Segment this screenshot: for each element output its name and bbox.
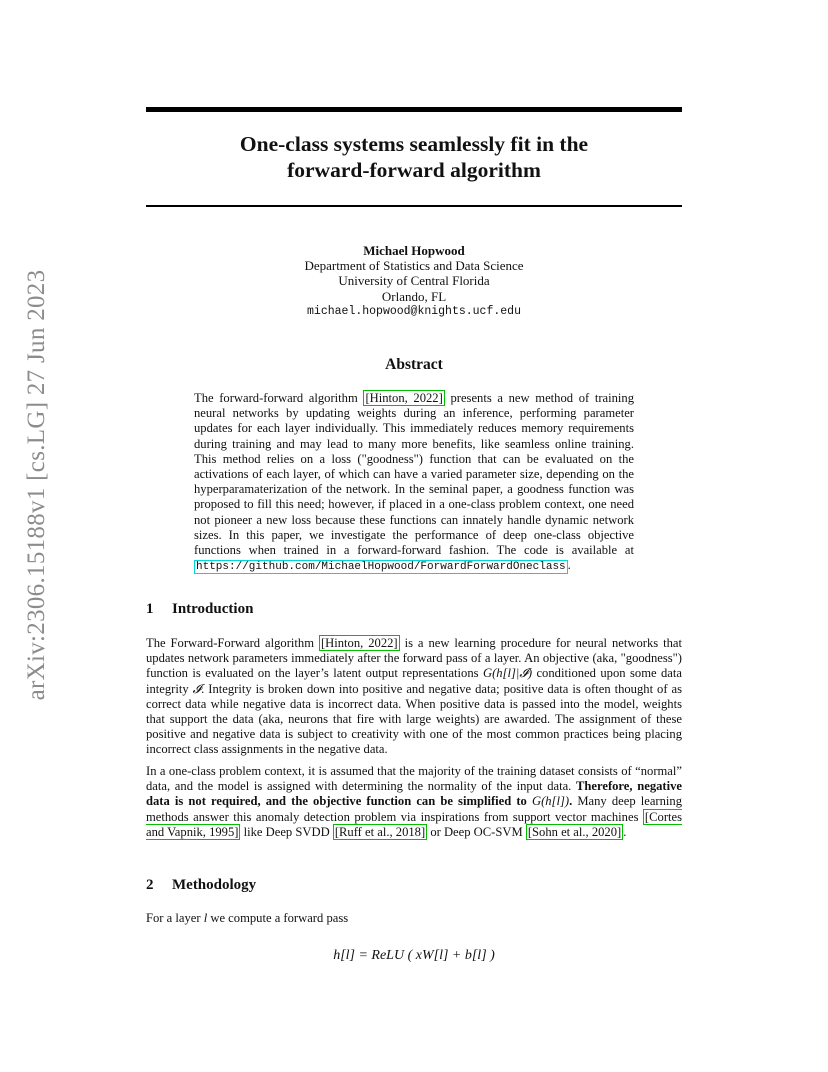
title-top-rule <box>146 107 682 112</box>
citation-hinton-2022[interactable]: [Hinton, 2022] <box>320 636 398 650</box>
layer-symbol: l <box>203 911 208 925</box>
author-university: University of Central Florida <box>338 273 490 289</box>
title-line-2: forward-forward algorithm <box>287 158 541 182</box>
author-email[interactable]: michael.hopwood@knights.ucf.edu <box>307 304 521 318</box>
citation-cortes-vapnik-1995[interactable]: [Cortes and Vapnik, 1995] <box>146 809 682 839</box>
code-repository-link[interactable]: https://github.com/MichaelHopwood/ForwardForwardOneclass <box>196 561 566 574</box>
citation-ruff-2018[interactable]: [Ruff et al., 2018] <box>334 824 426 839</box>
section-heading-introduction: 1 Introduction <box>146 601 254 617</box>
section-heading-methodology: 2 Methodology <box>146 877 257 893</box>
title-bottom-rule <box>146 205 682 207</box>
abstract-heading: Abstract <box>385 356 443 373</box>
author-department: Department of Statistics and Data Science <box>304 258 524 274</box>
abstract-text: The forward-forward algorithm [Hinton, 2022] presents a new method of training neural networks by updating weights during an inference, performing parameter updates for each layer individually. This immediately reduces memory requirements during training and may lead to many more benefits, like seamless online training. This method relies on a loss ("goodness") function that can be evaluated on the activations of each layer, of which can have a varied parameter size, depending on the hyperparamaterization of the network. In the seminal paper, a goodness function was proposed to fill this need; however, if placed in a one-class problem context, one need not pioneer a new loss because these functions can innately handle dynamic network sizes. In this paper, we investigate the performance of deep one-class objective functions when trained in a forward-forward fashion. The code is available at https://github.com/MichaelHopwood/ForwardForwardOneclass . <box>194 391 635 574</box>
simplified-goodness-math: G(h[l]) <box>531 794 570 809</box>
citation-sohn-2020[interactable]: [Sohn et al., 2020] <box>527 824 622 839</box>
title-line-1: One-class systems seamlessly fit in the <box>239 132 589 156</box>
paper-title <box>146 131 682 183</box>
author-location: Orlando, FL <box>381 288 447 304</box>
forward-pass-equation: h[l] = ReLU ( xW[l] + b[l] ) <box>333 948 495 963</box>
goodness-function-math: G(h[l]|𝓘) <box>482 666 533 681</box>
author-block <box>146 243 682 319</box>
citation-hinton-2022[interactable]: [Hinton, 2022] <box>365 391 443 405</box>
introduction-paragraph-2: In a one-class problem context, it is assumed that the majority of the training dataset consists of “normal” data, and the model is assigned with determining the normality of the input data. Therefore, negative data is not required, and the objective function can be simplified to G(h[l]). Many deep learning methods answer this anomaly detection problem via inspirations from support vector machines [Cortes and Vapnik, 1995] like Deep SVDD [Ruff et al., 2018] or Deep OC-SVM [Sohn et al., 2020] . <box>146 764 682 839</box>
introduction-paragraph-1: The Forward-Forward algorithm [Hinton, 2022] is a new learning procedure for neural networks that updates network parameters immediately after the forward pass of a layer. An objective (aka, "goodness") function is evaluated on the layer’s latent output representations G(h[l]|𝓘) conditioned upon some data integrity 𝓘. Integrity is broken down into positive and negative data; positive data is often thought of as correct data while negative data is incorrect data. When positive data is passed into the model, weights that support the data (aka, neurons that fire with large weights) are awarded. The assignment of these positive and negative data is subject to creativity with one of the most common practices being placing incorrect class assignments in the negative data. <box>146 636 683 757</box>
author-name: Michael Hopwood <box>363 243 465 258</box>
arxiv-identifier: arXiv:2306.15188v1 [cs.LG] 27 Jun 2023 <box>23 269 50 701</box>
integrity-symbol: 𝓘 <box>192 681 202 696</box>
methodology-paragraph-1: For a layer l we compute a forward pass <box>146 911 349 925</box>
